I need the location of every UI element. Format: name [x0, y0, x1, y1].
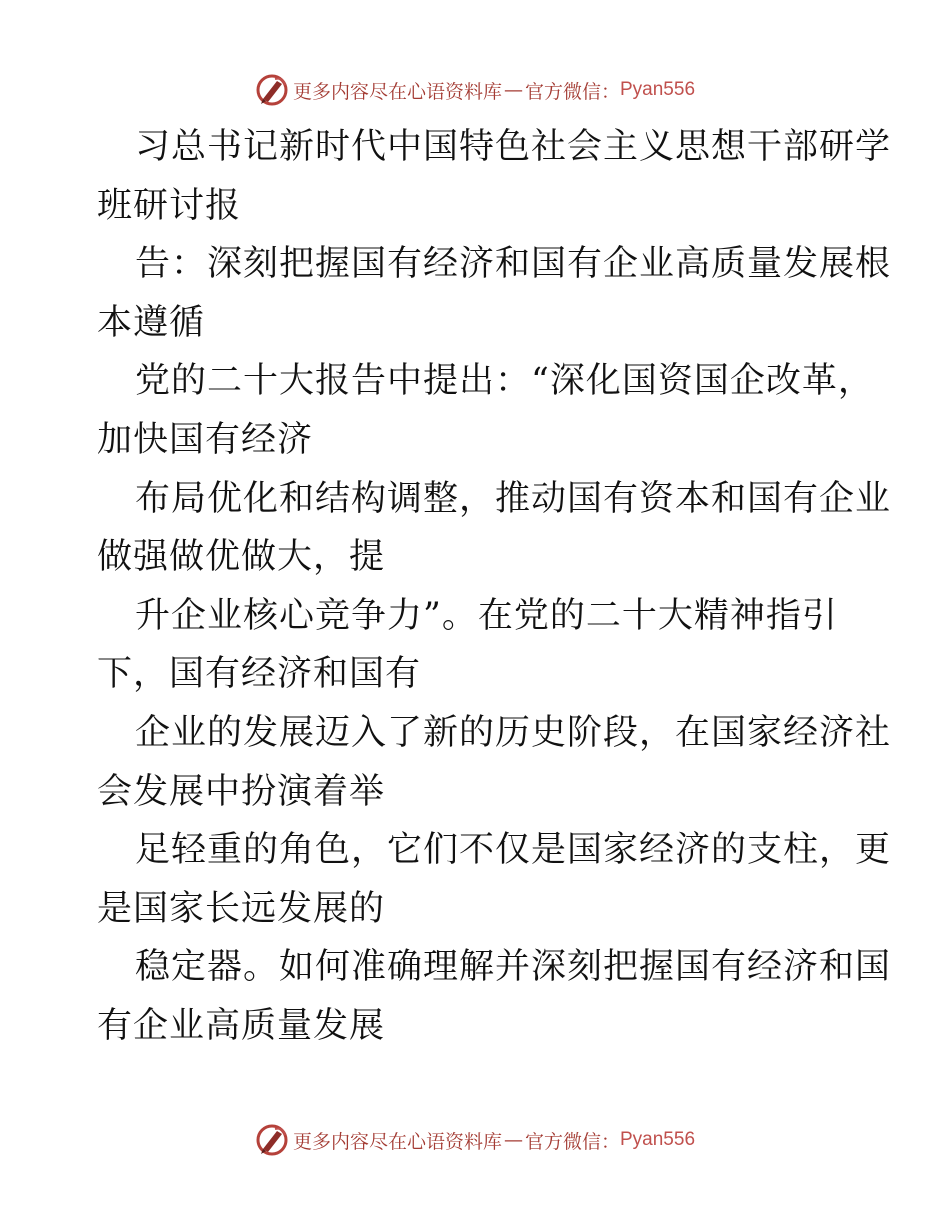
- body-line: 是国家长远发展的: [97, 888, 386, 929]
- banner-slogan: 更多内容尽在心语资料库: [292, 80, 502, 103]
- body-line: 下，国有经济和国有: [97, 654, 422, 695]
- banner-official-label: 官方微信：: [524, 80, 620, 103]
- banner-slogan: 更多内容尽在心语资料库: [292, 1130, 502, 1153]
- body-line: 会发展中扮演着举: [97, 771, 386, 812]
- body-line: 足轻重的角色，它们不仅是国家经济的支柱，更: [135, 830, 892, 871]
- footer-banner: [0, 1120, 950, 1160]
- body-line: 升企业核心竞争力”。在党的二十大精神指引: [135, 595, 838, 636]
- header-banner: [0, 70, 950, 110]
- body-line: 党的二十大报告中提出：“深化国资国企改革，: [135, 361, 874, 402]
- document-body: [97, 118, 892, 1056]
- banner-wechat-id: Pyan556: [620, 79, 696, 100]
- body-line: 告：深刻把握国有经济和国有企业高质量发展根: [135, 244, 892, 285]
- pen-logo-icon: [255, 73, 289, 107]
- banner-separator: —: [503, 79, 523, 101]
- body-line: 企业的发展迈入了新的历史阶段，在国家经济社: [135, 712, 892, 753]
- banner-official-label: 官方微信：: [524, 1130, 620, 1153]
- banner-separator: —: [503, 1129, 523, 1151]
- body-line: 本遵循: [97, 302, 206, 343]
- pen-logo-icon: [255, 1123, 289, 1157]
- body-line: 加快国有经济: [97, 419, 314, 460]
- banner-wechat-id: Pyan556: [620, 1129, 696, 1150]
- body-line: 习总书记新时代中国特色社会主义思想干部研学: [135, 127, 892, 167]
- body-line: 做强做优做大，提: [97, 537, 386, 578]
- body-line: 稳定器。如何准确理解并深刻把握国有经济和国: [135, 947, 892, 988]
- body-line: 有企业高质量发展: [97, 1005, 386, 1046]
- body-line: 班研讨报: [97, 185, 242, 226]
- body-line: 布局优化和结构调整，推动国有资本和国有企业: [135, 478, 892, 519]
